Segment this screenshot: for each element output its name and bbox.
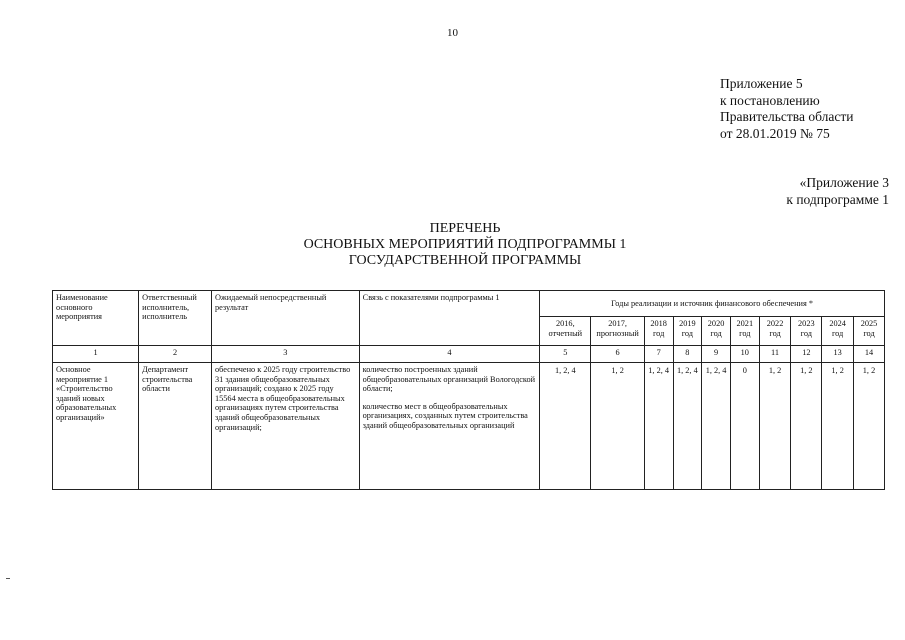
cell-year-value: 1, 2 xyxy=(822,363,854,490)
header-name: Наименование основного мероприятия xyxy=(53,291,139,346)
cell-responsible: Департамент строительства области xyxy=(139,363,212,490)
year-header: 2020 год xyxy=(702,317,731,346)
cell-year-value: 1, 2 xyxy=(591,363,644,490)
cell-activity-name: Основное мероприятие 1 «Строительство зданий новых образовательных организаций» xyxy=(53,363,139,490)
column-number: 10 xyxy=(730,346,759,363)
column-number: 1 xyxy=(53,346,139,363)
column-number: 3 xyxy=(211,346,359,363)
year-header: 2017, прогнозный xyxy=(591,317,644,346)
header-years-group: Годы реализации и источник финансового обеспечения * xyxy=(540,291,885,317)
appendix-line: к постановлению xyxy=(720,92,820,108)
column-number: 2 xyxy=(139,346,212,363)
cell-year-value: 1, 2, 4 xyxy=(540,363,591,490)
title-line: ПЕРЕЧЕНЬ xyxy=(429,221,501,236)
cell-year-value: 1, 2, 4 xyxy=(644,363,673,490)
cell-expected-result: обеспечено к 2025 году строительство 31 здания общеобразовательных организаций; создано к 2025 году 15564 места в общеобразовательных организациях путем строительства зданий общеобразовательных организаций; xyxy=(211,363,359,490)
cell-year-value: 1, 2 xyxy=(791,363,822,490)
appendix-reference xyxy=(786,175,889,208)
appendix-line: Правительства области xyxy=(720,109,854,124)
year-header: 2025 год xyxy=(854,317,885,346)
title-line: ОСНОВНЫХ МЕРОПРИЯТИЙ ПОДПРОГРАММЫ 1 xyxy=(303,237,627,252)
year-header: 2021 год xyxy=(730,317,759,346)
column-number: 9 xyxy=(702,346,731,363)
column-number: 8 xyxy=(673,346,702,363)
document-title xyxy=(250,221,680,269)
cell-year-value: 1, 2 xyxy=(759,363,791,490)
activities-table xyxy=(52,290,885,490)
column-number: 12 xyxy=(791,346,822,363)
appendix-line: Приложение 5 xyxy=(720,76,803,91)
title-line: ГОСУДАРСТВЕННОЙ ПРОГРАММЫ xyxy=(348,253,582,268)
indicator-link-2: количество мест в общеобразовательных организациях, созданных путем строительства зданий общеобразовательных организаций xyxy=(362,401,528,430)
cell-year-value: 1, 2 xyxy=(854,363,885,490)
cell-year-value: 1, 2, 4 xyxy=(673,363,702,490)
year-header: 2018 год xyxy=(644,317,673,346)
year-header: 2016, отчетный xyxy=(540,317,591,346)
scan-mark xyxy=(6,578,10,579)
appendix-ref-line: «Приложение 3 xyxy=(799,175,889,190)
cell-indicator-link xyxy=(359,363,540,490)
year-header: 2023 год xyxy=(791,317,822,346)
indicator-link-1: количество построенных зданий общеобразовательных организаций Вологодской области; xyxy=(362,365,536,394)
year-header: 2024 год xyxy=(822,317,854,346)
appendix-ref-line: к подпрограмме 1 xyxy=(786,191,889,207)
page-number: 10 xyxy=(447,27,458,39)
appendix-line: от 28.01.2019 № 75 xyxy=(720,125,830,141)
cell-year-value: 0 xyxy=(730,363,759,490)
column-number: 7 xyxy=(644,346,673,363)
column-number: 4 xyxy=(359,346,540,363)
year-header: 2019 год xyxy=(673,317,702,346)
column-number: 6 xyxy=(591,346,644,363)
table-row xyxy=(53,363,885,490)
header-link: Связь с показателями подпрограммы 1 xyxy=(359,291,540,346)
appendix-block xyxy=(720,76,895,142)
cell-year-value: 1, 2, 4 xyxy=(702,363,731,490)
year-header: 2022 год xyxy=(759,317,791,346)
header-result: Ожидаемый непосредственный результат xyxy=(211,291,359,346)
header-responsible: Ответственный исполнитель, исполнитель xyxy=(139,291,212,346)
column-number: 11 xyxy=(759,346,791,363)
column-number: 13 xyxy=(822,346,854,363)
column-number: 14 xyxy=(854,346,885,363)
column-number: 5 xyxy=(540,346,591,363)
